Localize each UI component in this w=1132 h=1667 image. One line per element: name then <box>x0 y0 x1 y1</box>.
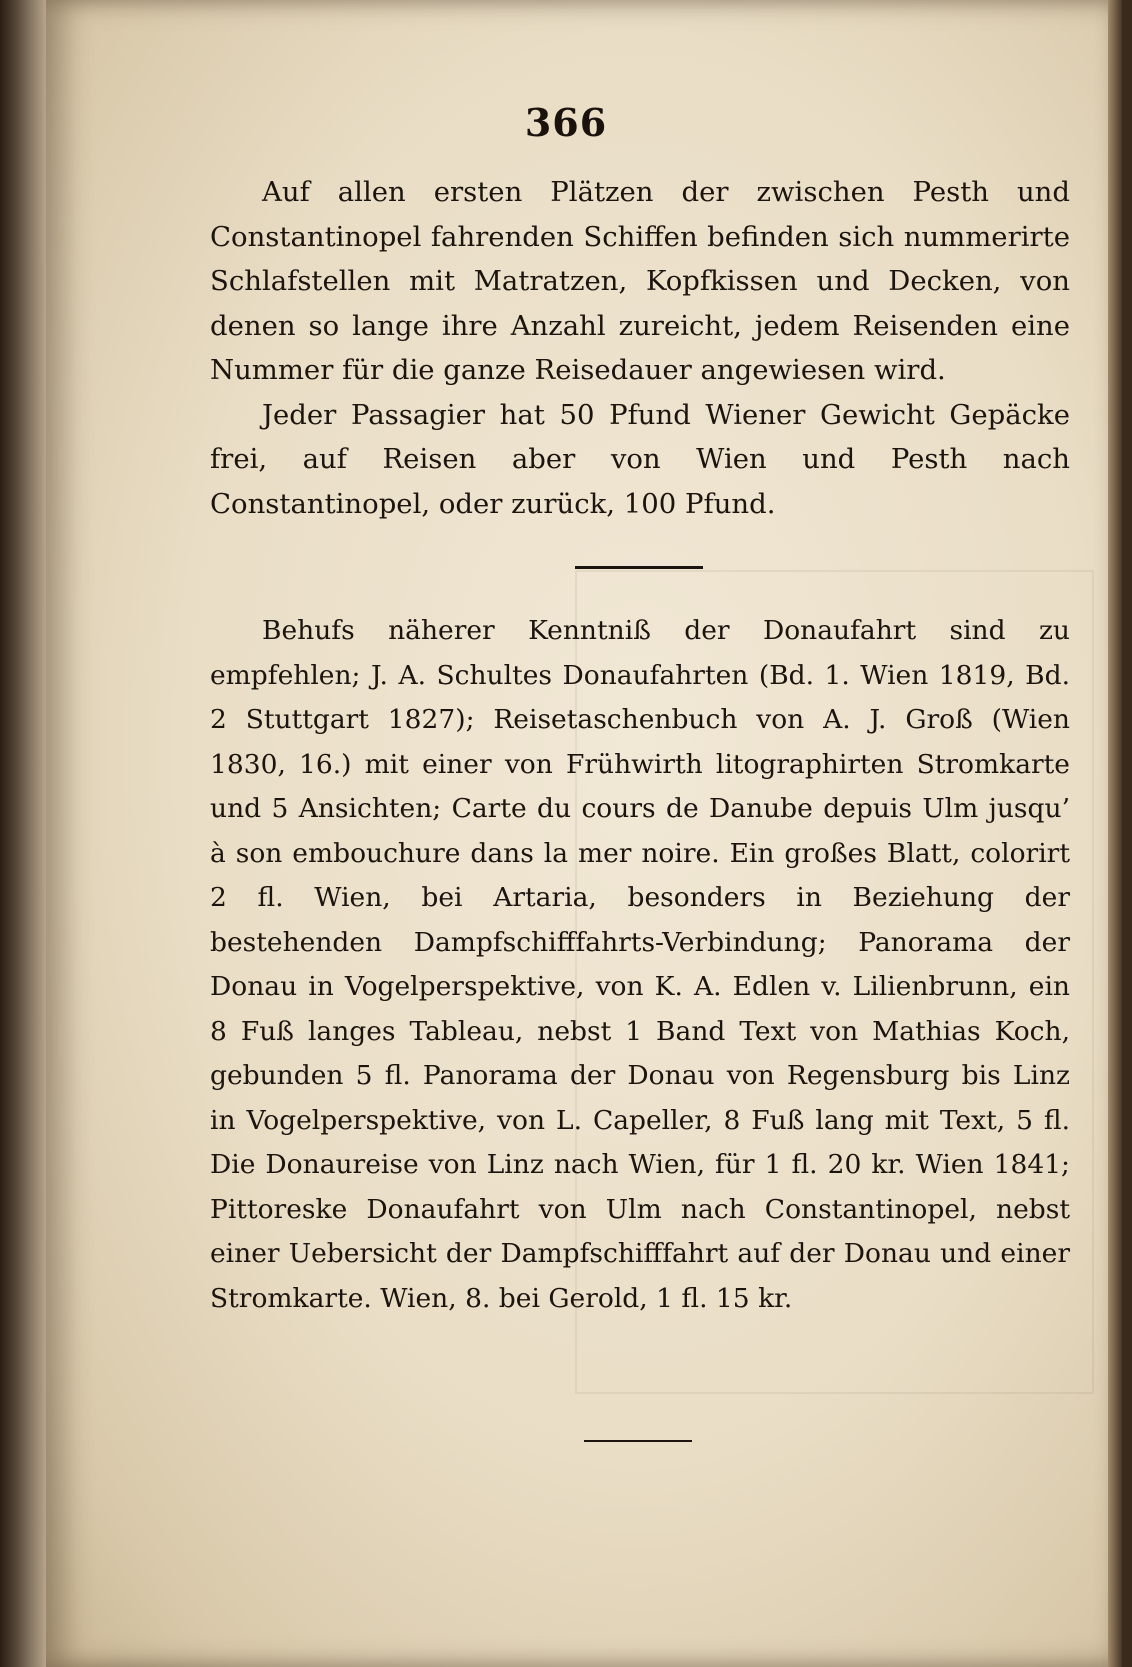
paragraph-bibliography: Behufs näherer Kenntniß der Donaufahrt sind zu empfehlen; J. A. Schultes Donaufahrten (Bd. 1. Wien 1819, Bd. 2 Stuttgart 1827); Reisetaschenbuch von A. J. Groß (Wien 1830, 16.) mit einer von Frühwirth litographirten Stromkarte und 5 Ansichten; Carte du cours de Danube depuis Ulm jusqu’ à son embouchure dans la mer noire. Ein großes Blatt, colorirt 2 fl. Wien, bei Artaria, besonders in Beziehung der bestehenden Dampfschifffahrts-Verbindung; Panorama der Donau in Vogelperspektive, von K. A. Edlen v. Lilienbrunn, ein 8 Fuß langes Tableau, nebst 1 Band Text von Mathias Koch, gebunden 5 fl. Panorama der Donau von Regensburg bis Linz in Vogelperspektive, von L. Capeller, 8 Fuß lang mit Text, 5 fl. Die Donaureise von Linz nach Wien, für 1 fl. 20 kr. Wien 1841; Pittoreske Donaufahrt von Ulm nach Constantinopel, nebst einer Uebersicht der Dampfschifffahrt auf der Donau und einer Stromkarte. Wien, 8. bei Gerold, 1 fl. 15 kr. <box>210 615 1070 1314</box>
section-divider <box>575 566 703 569</box>
main-text-block <box>210 170 1070 526</box>
page-edge <box>1108 0 1122 1667</box>
end-divider <box>584 1440 692 1442</box>
paragraph-sleeping-berths: Auf allen ersten Plätzen der zwischen Pesth und Constantinopel fahrenden Schiffen befinden sich nummerirte Schlafstellen mit Matratzen, Kopfkissen und Decken, von denen so lange ihre Anzahl zureicht, jedem Reisenden eine Nummer für die ganze Reisedauer angewiesen wird. <box>210 176 1070 386</box>
bibliography-block <box>210 609 1070 1321</box>
page-number: 366 <box>524 100 608 145</box>
paragraph-luggage: Jeder Passagier hat 50 Pfund Wiener Gewicht Gepäcke frei, auf Reisen aber von Wien und Pesth nach Constantinopel, oder zurück, 100 Pfund. <box>210 398 1070 520</box>
